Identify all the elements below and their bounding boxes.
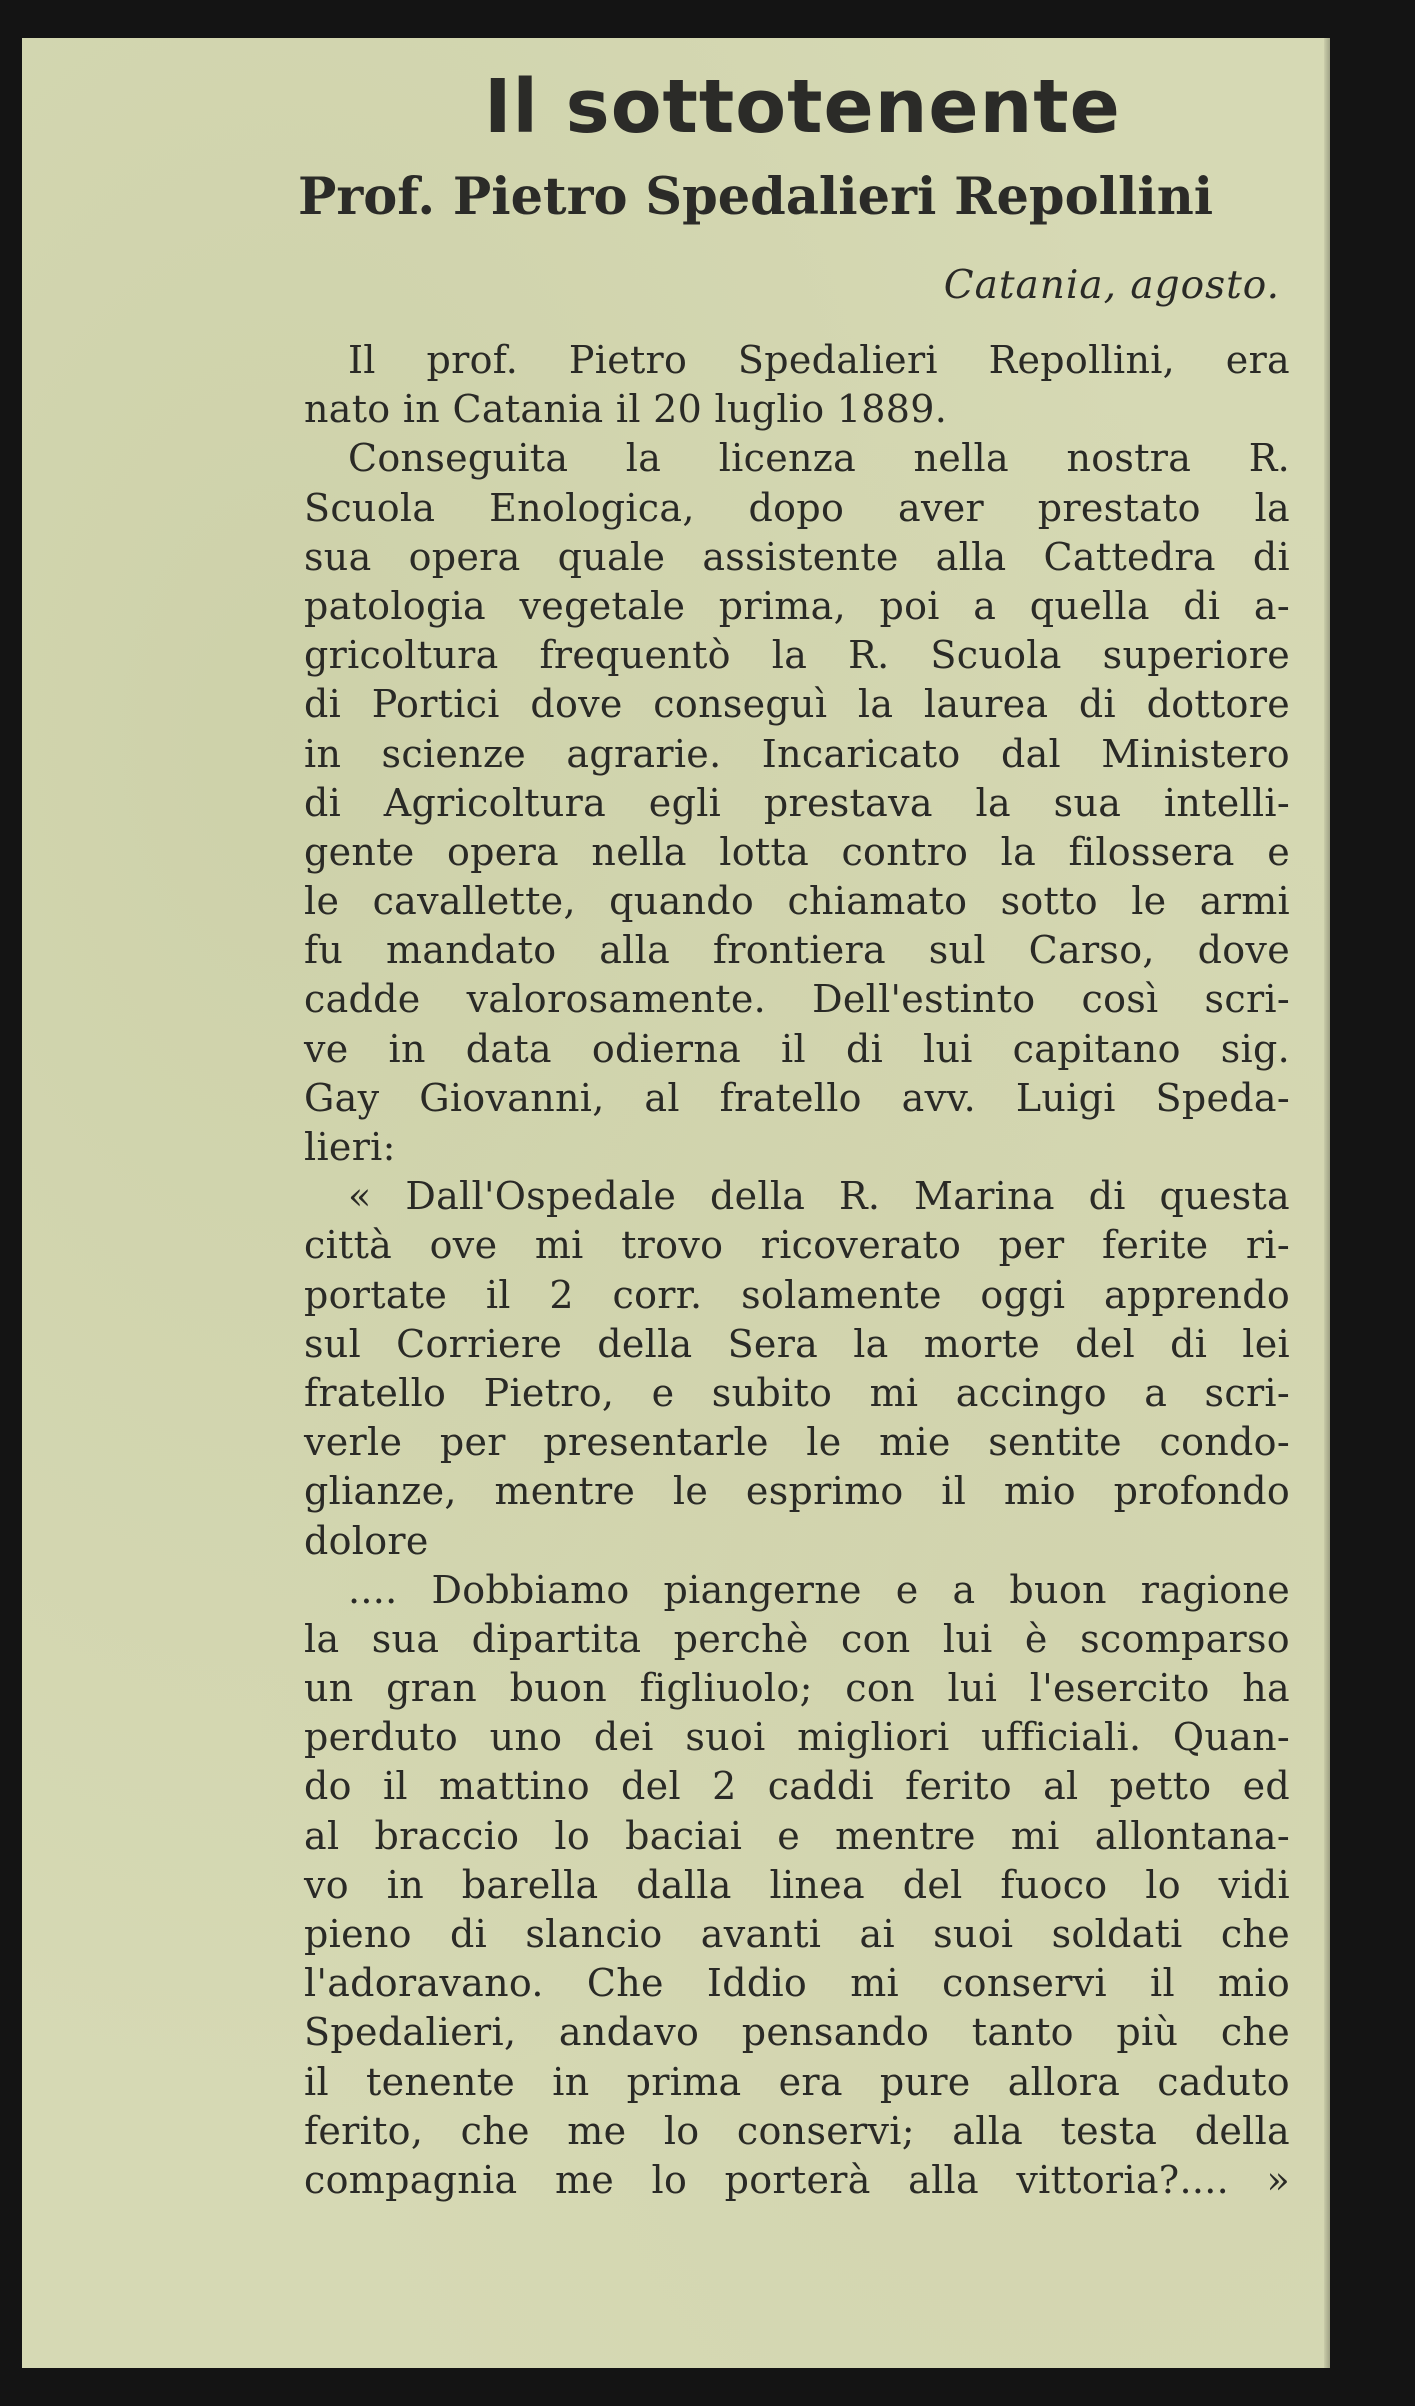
text-line: .... Dobbiamo piangerne e a buon ragione (348, 1567, 1290, 1612)
text-line: fratello Pietro, e subito mi accingo a scri- (304, 1370, 1290, 1415)
text-line: ferito, che me lo conservi; alla testa della (304, 2108, 1290, 2153)
text-line: le cavallette, quando chiamato sotto le armi (304, 879, 1290, 924)
headline: Il sottotenente (484, 64, 1121, 150)
subheadline: Prof. Pietro Spedalieri Repollini (298, 167, 1214, 227)
text-line: l'adoravano. Che Iddio mi conservi il mio (304, 1961, 1290, 2006)
text-line: la sua dipartita perchè con lui è scomparso (304, 1616, 1290, 1661)
text-line: glianze, mentre le esprimo il mio profondo (304, 1469, 1290, 1514)
article-body (304, 336, 1290, 2205)
text-line: fu mandato alla frontiera sul Carso, dove (304, 928, 1290, 973)
text-line: gente opera nella lotta contro la filossera e (304, 829, 1290, 874)
text-line: Gay Giovanni, al fratello avv. Luigi Speda- (304, 1075, 1290, 1120)
text-line: al braccio lo baciai e mentre mi allontana- (304, 1813, 1290, 1858)
text-line: vo in barella dalla linea del fuoco lo vidi (304, 1862, 1290, 1907)
text-line: di Agricoltura egli prestava la sua intelli- (304, 780, 1290, 825)
text-line: lieri: (304, 1125, 396, 1169)
text-line: nato in Catania il 20 luglio 1889. (304, 387, 948, 432)
text-line: Spedalieri, andavo pensando tanto più che (304, 2010, 1290, 2055)
text-line: verle per presentarle le mie sentite condo- (304, 1420, 1290, 1465)
text-line: gricoltura frequentò la R. Scuola superiore (304, 633, 1290, 678)
text-line: pieno di slancio avanti ai suoi soldati che (304, 1912, 1290, 1956)
text-line: città ove mi trovo ricoverato per ferite ri- (304, 1223, 1290, 1268)
text-line: dolore (304, 1518, 429, 1563)
text-line: « Dall'Ospedale della R. Marina di questa (348, 1174, 1290, 1219)
text-line: do il mattino del 2 caddi ferito al petto ed (304, 1764, 1290, 1809)
text-line: perduto uno dei suoi migliori ufficiali. Quan- (304, 1715, 1290, 1760)
text-line: sul Corriere della Sera la morte del di lei (304, 1321, 1290, 1366)
text-line: patologia vegetale prima, poi a quella di a- (304, 583, 1290, 628)
newspaper-clipping (22, 38, 1330, 2368)
text-line: di Portici dove conseguì la laurea di dottore (304, 682, 1290, 727)
text-line: sua opera quale assistente alla Cattedra di (304, 534, 1290, 579)
text-line: compagnia me lo porterà alla vittoria?.... » (304, 2157, 1290, 2202)
text-line: il tenente in prima era pure allora caduto (304, 2059, 1290, 2104)
text-line: cadde valorosamente. Dell'estinto così scri- (304, 977, 1290, 1022)
text-line: in scienze agrarie. Incaricato dal Ministero (304, 731, 1290, 776)
text-line: Il prof. Pietro Spedalieri Repollini, era (348, 338, 1290, 382)
text-line: Conseguita la licenza nella nostra R. (348, 436, 1290, 481)
dateline: Catania, agosto. (943, 263, 1280, 308)
text-line: portate il 2 corr. solamente oggi apprendo (304, 1272, 1290, 1317)
text-line: un gran buon figliuolo; con lui l'esercito ha (304, 1666, 1290, 1711)
text-line: ve in data odierna il di lui capitano sig. (304, 1026, 1290, 1071)
paper-edge-shadow (1324, 38, 1330, 2368)
text-line: Scuola Enologica, dopo aver prestato la (304, 485, 1290, 530)
